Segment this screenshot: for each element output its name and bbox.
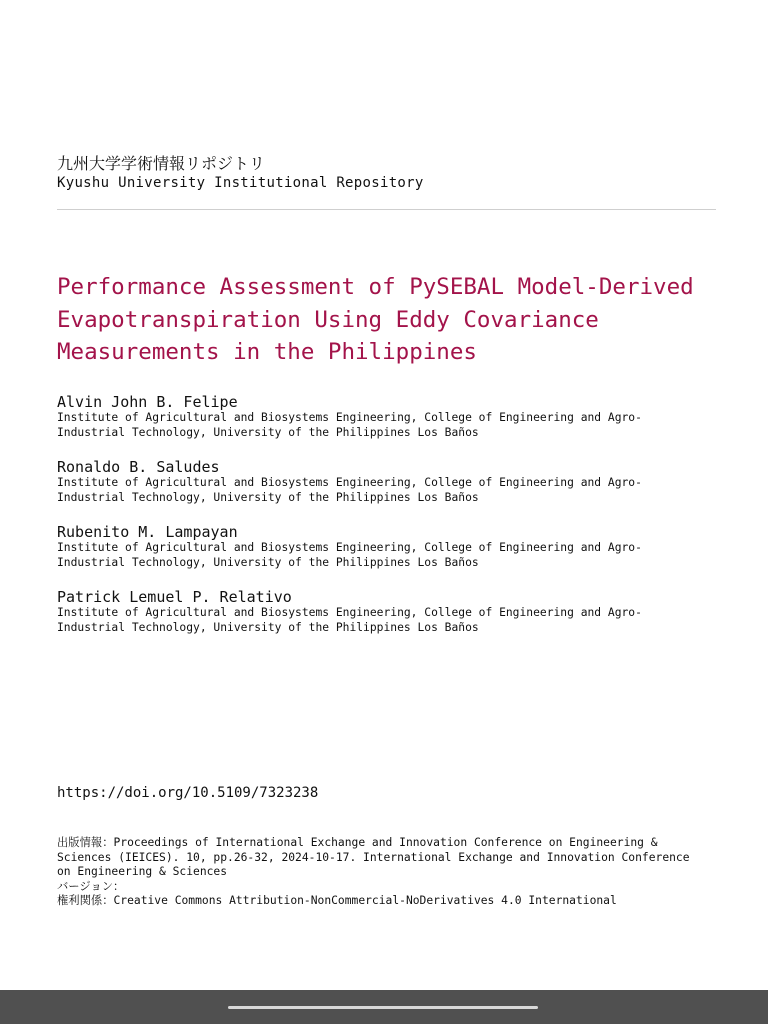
scroll-indicator[interactable]: [228, 1006, 538, 1009]
author-affiliation: Industrial Technology, University of the Philippines Los Baños: [57, 490, 479, 504]
author-block: [57, 523, 727, 570]
author-name: Patrick Lemuel P. Relativo: [57, 588, 292, 606]
author-block: [57, 588, 727, 635]
author-name: Alvin John B. Felipe: [57, 393, 238, 411]
publication-info-line: 出版情報：Proceedings of International Exchange and Innovation Conference on Engineering &: [57, 836, 658, 849]
doi-link[interactable]: https://doi.org/10.5109/7323238: [57, 785, 319, 801]
version-info: バージョン：: [57, 879, 125, 893]
author-affiliation: Institute of Agricultural and Biosystems Engineering, College of Engineering and Agro-: [57, 476, 642, 489]
author-affiliation: Institute of Agricultural and Biosystems Engineering, College of Engineering and Agro-: [57, 411, 642, 424]
publication-info-line: Sciences (IEICES). 10, pp.26-32, 2024-10-17. International Exchange and Innovation Conference: [57, 850, 690, 864]
author-affiliation: Industrial Technology, University of the Philippines Los Baños: [57, 425, 479, 439]
repository-name-en: Kyushu University Institutional Repository: [57, 175, 424, 191]
header-divider: [57, 209, 716, 210]
author-name: Ronaldo B. Saludes: [57, 458, 220, 476]
author-affiliation: Industrial Technology, University of the Philippines Los Baños: [57, 620, 479, 634]
publication-info-line: on Engineering & Sciences: [57, 865, 228, 878]
publication-metadata: [57, 836, 722, 909]
paper-title-line: Evapotranspiration Using Eddy Covariance: [57, 306, 599, 333]
repository-name-ja: 九州大学学術情報リポジトリ: [57, 154, 266, 173]
author-block: [57, 393, 727, 440]
author-affiliation: Institute of Agricultural and Biosystems Engineering, College of Engineering and Agro-: [57, 541, 642, 554]
paper-title-line: Performance Assessment of PySEBAL Model-Derived: [57, 274, 694, 300]
author-name: Rubenito M. Lampayan: [57, 523, 238, 541]
paper-title-line: Measurements in the Philippines: [57, 339, 477, 365]
author-affiliation: Industrial Technology, University of the Philippines Los Baños: [57, 555, 479, 569]
rights-info: 権利関係：Creative Commons Attribution-NonCommercial-NoDerivatives 4.0 International: [57, 894, 617, 907]
viewer-bottom-bar: [0, 990, 768, 1024]
paper-title: [57, 271, 722, 369]
author-affiliation: Institute of Agricultural and Biosystems Engineering, College of Engineering and Agro-: [57, 606, 642, 619]
author-block: [57, 458, 727, 505]
repository-header: [57, 154, 424, 192]
